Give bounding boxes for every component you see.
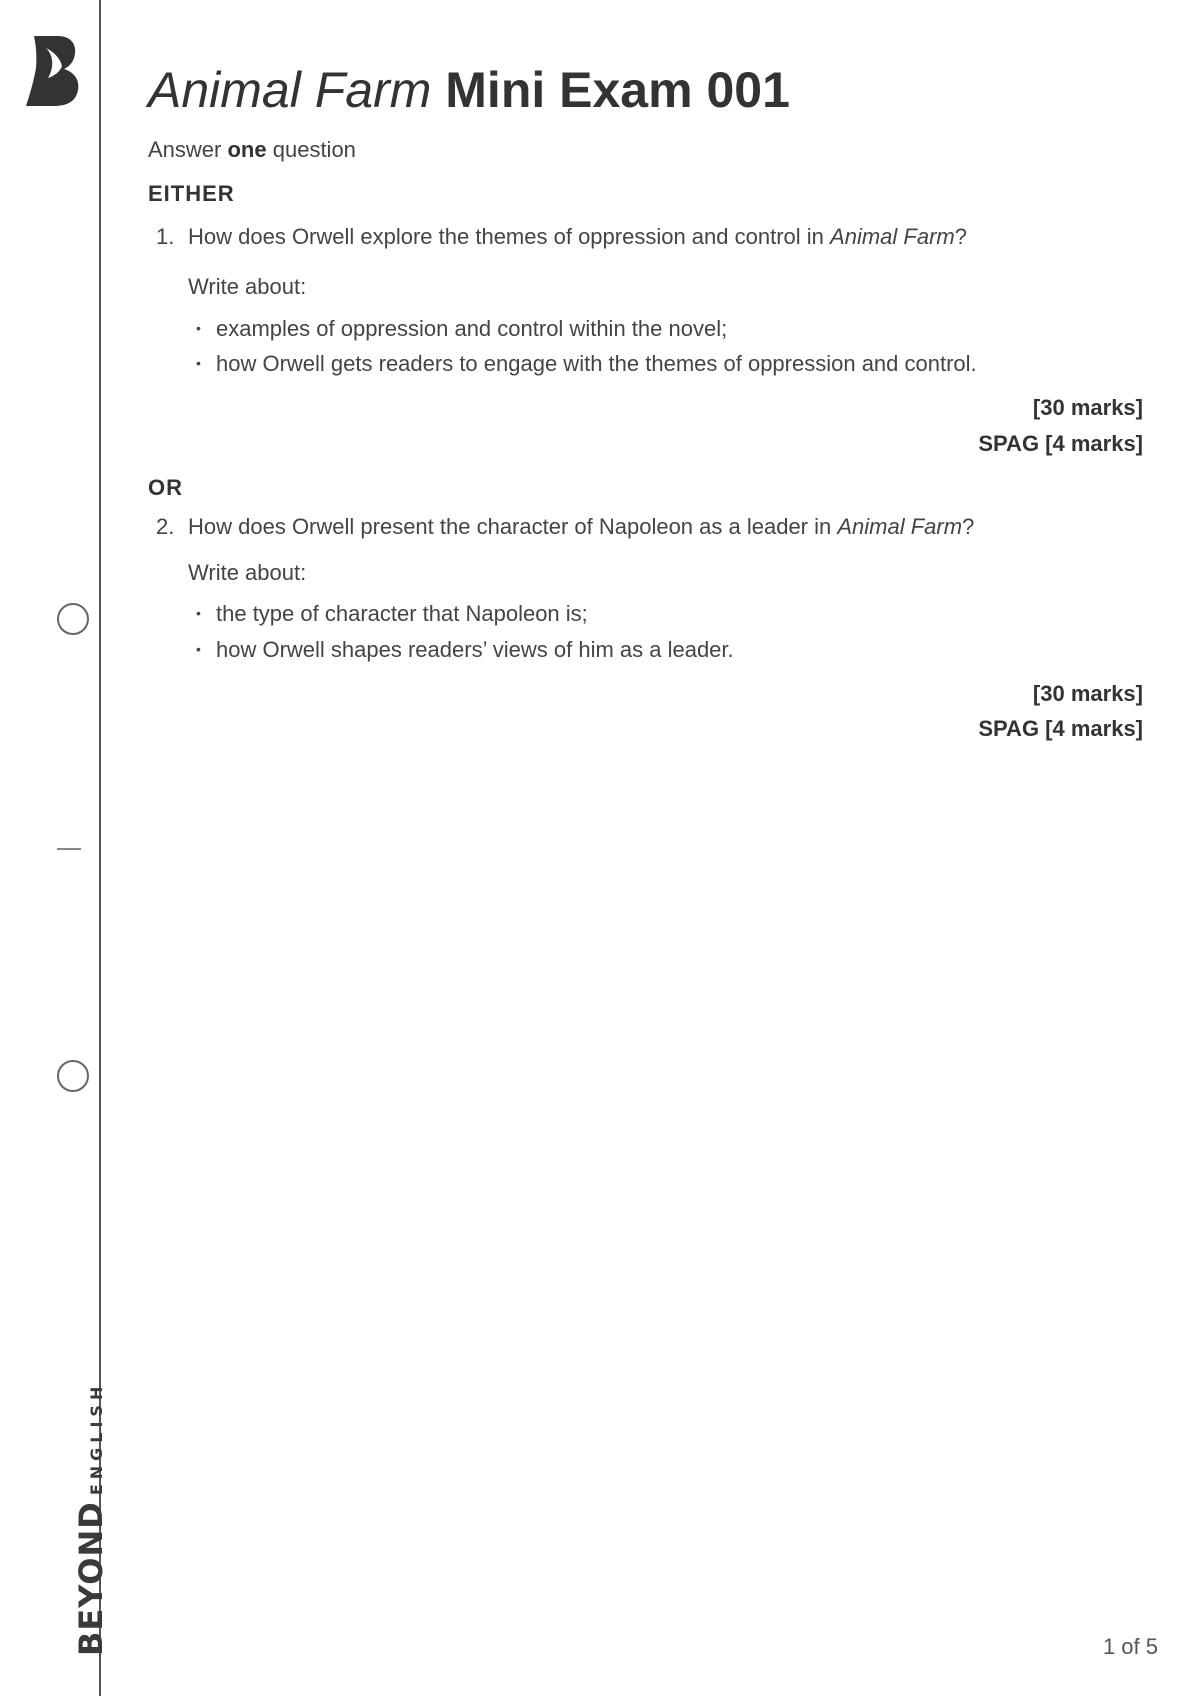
brand-word-beyond: BEYOND	[72, 1501, 110, 1656]
spag-marks: SPAG [4 marks]	[978, 431, 1143, 456]
bullet-icon: •	[196, 355, 201, 371]
instruction	[148, 137, 356, 163]
punch-hole-bottom	[57, 1060, 89, 1092]
question-text-end: ?	[962, 514, 975, 539]
punch-hole-top	[57, 603, 89, 635]
question-1	[156, 224, 967, 250]
question-text-end: ?	[954, 224, 967, 249]
bullet-icon: •	[196, 605, 201, 621]
bullet-text: examples of oppression and control within the novel;	[216, 316, 728, 341]
spag-marks: SPAG [4 marks]	[978, 716, 1143, 741]
write-about: Write about:	[188, 274, 307, 299]
instruction-post: question	[272, 137, 356, 162]
either-label: EITHER	[148, 181, 235, 206]
or-label: OR	[148, 475, 183, 500]
marks: [30 marks]	[1032, 681, 1143, 706]
question-text: How does Orwell explore the themes of oppression and control in	[188, 224, 824, 249]
b-logo-icon	[24, 34, 80, 108]
list-item	[196, 637, 734, 663]
page-title	[148, 60, 790, 120]
page-number: 1 of 5	[1102, 1634, 1158, 1659]
question-2	[156, 514, 974, 540]
instruction-bold: one	[227, 137, 267, 162]
bullet-icon: •	[196, 320, 201, 336]
brand-wordmark	[72, 1382, 110, 1656]
write-about: Write about:	[188, 560, 307, 585]
marks: [30 marks]	[1032, 395, 1143, 420]
question-text: How does Orwell present the character of Napoleon as a leader in	[188, 514, 832, 539]
question-number: 1.	[156, 224, 175, 249]
brand-word-english: ENGLISH	[87, 1381, 106, 1496]
instruction-pre: Answer	[148, 137, 222, 162]
bullet-text: the type of character that Napoleon is;	[216, 601, 588, 626]
question-text-italic: Animal Farm	[830, 224, 955, 249]
title-italic: Animal Farm	[148, 62, 432, 118]
question-text-italic: Animal Farm	[837, 514, 963, 539]
list-item	[196, 351, 977, 377]
list-item	[196, 316, 727, 342]
list-item	[196, 601, 588, 627]
question-number: 2.	[156, 514, 175, 539]
bullet-text: how Orwell shapes readers’ views of him as a leader.	[216, 637, 734, 662]
bullet-text: how Orwell gets readers to engage with the themes of oppression and control.	[216, 351, 977, 376]
center-mark	[57, 848, 81, 850]
title-bold: Mini Exam 001	[445, 62, 790, 118]
bullet-icon: •	[196, 641, 201, 657]
